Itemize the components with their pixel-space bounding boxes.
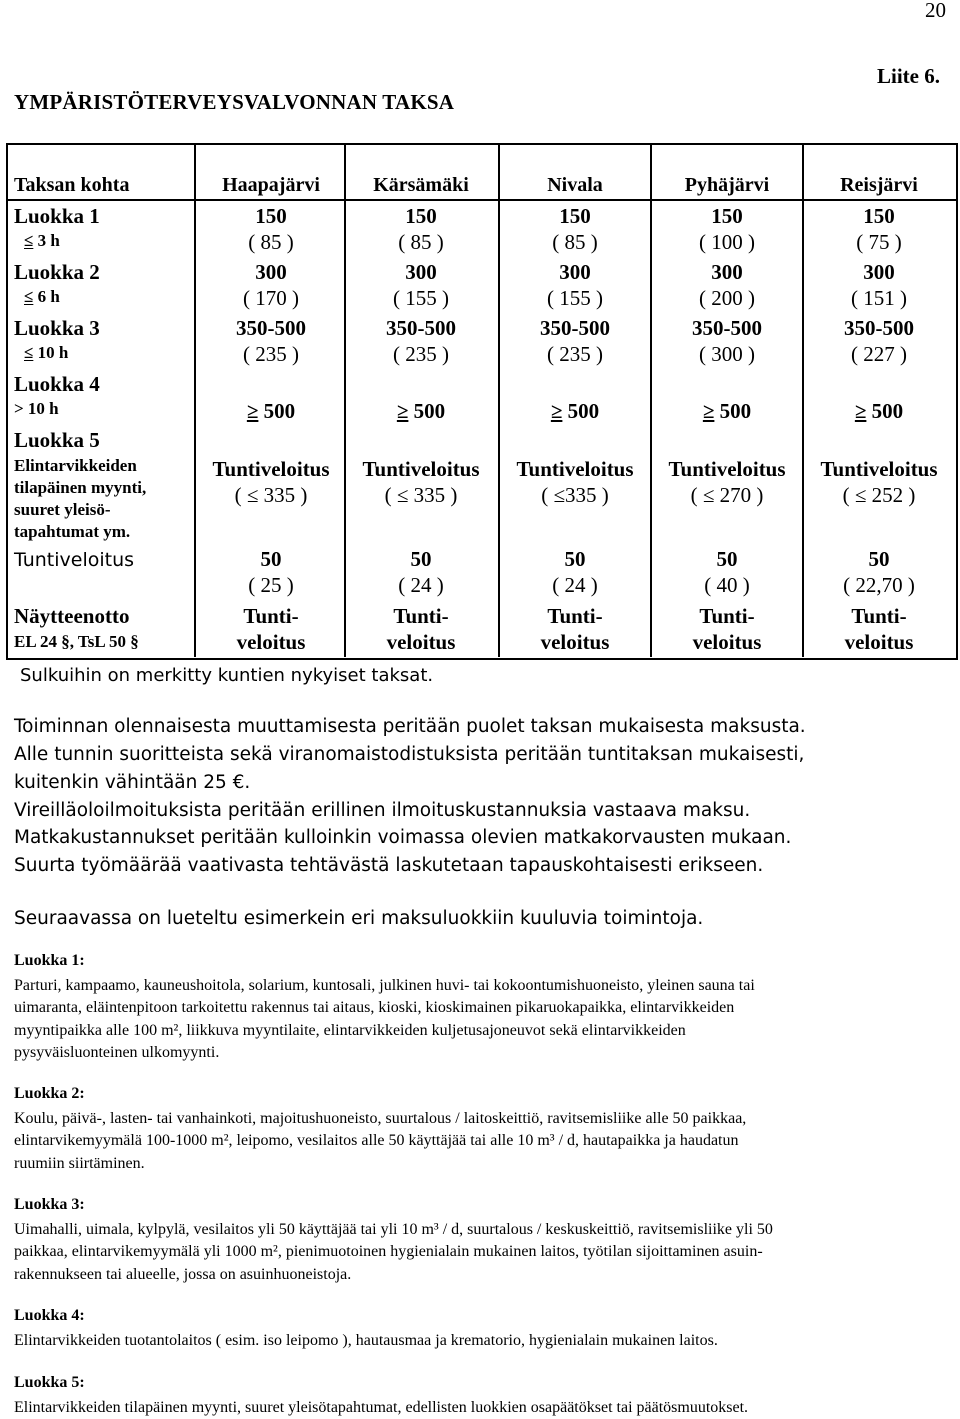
cell-value: 300 xyxy=(500,259,650,285)
paragraph: Vireilläoloilmoituksista peritään erillinen ilmoituskustannuksia vastaava maksu. xyxy=(14,797,750,825)
cell-value: 50 xyxy=(500,546,650,572)
class-4-block xyxy=(14,1305,944,1352)
table-cell xyxy=(346,315,496,367)
class-heading: Luokka 2: xyxy=(14,1083,944,1106)
cell-value: 150 xyxy=(652,203,802,229)
cell-secondary: veloitus xyxy=(652,629,802,655)
cell-secondary: ( 235 ) xyxy=(196,341,346,367)
row-sub-line: Elintarvikkeiden xyxy=(14,455,137,477)
cell-value: 300 xyxy=(346,259,496,285)
class-2-block xyxy=(14,1083,944,1175)
document-title: YMPÄRISTÖTERVEYSVALVONNAN TAKSA xyxy=(14,90,454,115)
table-cell xyxy=(196,456,346,508)
table-cell xyxy=(346,546,496,598)
header-taksan-kohta: Taksan kohta xyxy=(14,174,129,197)
cell-secondary: ( 235 ) xyxy=(500,341,650,367)
table-note: Sulkuihin on merkitty kuntien nykyiset taksat. xyxy=(20,665,433,686)
cell-secondary: ( ≤ 252 ) xyxy=(804,482,954,508)
table-cell xyxy=(804,203,954,255)
class-line: Koulu, päivä-, lasten- tai vanhainkoti, majoitushuoneisto, suurtalous / laitoskeittiö, ravitsemisliike alle 50 paikkaa, xyxy=(14,1108,944,1131)
cell-secondary: ( 200 ) xyxy=(652,285,802,311)
ge-symbol: ≥ xyxy=(397,398,409,424)
row-sub-text: 3 h xyxy=(38,231,60,250)
table-header-rule xyxy=(8,199,957,201)
cell-value: 50 xyxy=(804,546,954,572)
cell-value: 350-500 xyxy=(652,315,802,341)
table-cell xyxy=(196,315,346,367)
cell-secondary: veloitus xyxy=(196,629,346,655)
table-cell xyxy=(500,203,650,255)
cell-value: Tuntiveloitus xyxy=(804,456,954,482)
table-cell xyxy=(346,456,496,508)
class-line: pysyväisluonteinen ulkomyynti. xyxy=(14,1042,944,1065)
ge-symbol: ≥ xyxy=(247,398,259,424)
table-cell xyxy=(196,398,346,424)
table-cell xyxy=(804,315,954,367)
cell-secondary: ( ≤335 ) xyxy=(500,482,650,508)
le-symbol: ≤ xyxy=(24,342,33,364)
cell-value: 300 xyxy=(804,259,954,285)
table-cell xyxy=(500,546,650,598)
cell-secondary: ( ≤ 270 ) xyxy=(652,482,802,508)
class-line: myyntipaikka alle 100 m², liikkuva myyntilaite, elintarvikkeiden kuljetusajoneuvot sekä elintarvikkeiden xyxy=(14,1020,944,1043)
table-cell xyxy=(196,259,346,311)
class-line: uimaranta, eläintenpitoon tarkoitettu rakennus tai aitaus, kioski, kioskimainen pikaruokapaikka, elintarvikkeiden xyxy=(14,997,944,1020)
cell-value: 150 xyxy=(346,203,496,229)
table-cell xyxy=(500,456,650,508)
paragraph: Suurta työmäärää vaativasta tehtävästä laskutetaan tapauskohtaisesti erikseen. xyxy=(14,852,763,880)
class-line: rakennukseen tai alueelle, jossa on asuinhuoneistoja. xyxy=(14,1264,944,1287)
table-cell xyxy=(652,546,802,598)
row-sub-line: tilapäinen myynti, xyxy=(14,477,146,499)
cell-value: 350-500 xyxy=(346,315,496,341)
header-pyhajarvi: Pyhäjärvi xyxy=(652,174,802,197)
cell-secondary: ( 85 ) xyxy=(500,229,650,255)
cell-secondary: ( 40 ) xyxy=(652,572,802,598)
cell-secondary: ( 24 ) xyxy=(346,572,496,598)
cell-value: 50 xyxy=(196,546,346,572)
table-cell xyxy=(804,456,954,508)
table-cell xyxy=(196,203,346,255)
row-label: Luokka 1 xyxy=(14,205,100,228)
cell-secondary: ( 151 ) xyxy=(804,285,954,311)
class-line: elintarvikemyymälä 100-1000 m², leipomo, vesilaitos alle 50 käyttäjää tai alle 10 m³ / d, hautapaikka ja haudatun xyxy=(14,1130,944,1153)
le-symbol: ≤ xyxy=(24,230,33,252)
table-cell xyxy=(804,398,954,424)
row-sub-text: 10 h xyxy=(38,343,69,362)
row-label: Luokka 5 xyxy=(14,429,100,452)
table-cell xyxy=(346,603,496,655)
cell-secondary: ( 235 ) xyxy=(346,341,496,367)
cell-value: 300 xyxy=(652,259,802,285)
table-cell xyxy=(500,603,650,655)
table-cell xyxy=(652,203,802,255)
row-sub xyxy=(24,342,68,364)
table-cell xyxy=(346,203,496,255)
cell-value: 350-500 xyxy=(500,315,650,341)
class-heading: Luokka 3: xyxy=(14,1194,944,1217)
header-karsamaki: Kärsämäki xyxy=(346,174,496,197)
cell-value: Tuntiveloitus xyxy=(500,456,650,482)
class-heading: Luokka 4: xyxy=(14,1305,944,1328)
row-label: Tuntiveloitus xyxy=(14,549,134,572)
ge-symbol: ≥ xyxy=(703,398,715,424)
ge-symbol: ≥ xyxy=(551,398,563,424)
class-line: paikkaa, elintarvikemyymälä yli 1000 m², pienimuotoinen hygienialain mukainen laitos, työtilan sijoittaminen asuin- xyxy=(14,1241,944,1264)
cell-value: 500 xyxy=(720,399,752,423)
row-sub-text: 6 h xyxy=(38,287,60,306)
table-cell xyxy=(346,259,496,311)
table-cell xyxy=(500,259,650,311)
cell-secondary: ( 170 ) xyxy=(196,285,346,311)
class-heading: Luokka 1: xyxy=(14,950,944,973)
row-label: Luokka 3 xyxy=(14,317,100,340)
class-line: ruumiin siirtäminen. xyxy=(14,1153,944,1176)
table-cell xyxy=(652,315,802,367)
le-symbol: ≤ xyxy=(24,286,33,308)
cell-value: Tunti- xyxy=(346,603,496,629)
cell-secondary: veloitus xyxy=(500,629,650,655)
cell-secondary: ( 155 ) xyxy=(346,285,496,311)
cell-value: 50 xyxy=(652,546,802,572)
table-cell xyxy=(500,398,650,424)
appendix-label: Liite 6. xyxy=(877,64,940,89)
class-line: Elintarvikkeiden tilapäinen myynti, suuret yleisötapahtumat, edellisten luokkien osapäätökset tai päätösmuutokset. xyxy=(14,1397,944,1419)
class-line: Elintarvikkeiden tuotantolaitos ( esim. iso leipomo ), hautausmaa ja krematorio, hygienialain mukainen laitos. xyxy=(14,1330,944,1353)
row-sub-line: suuret yleisö- xyxy=(14,499,111,521)
paragraph: Matkakustannukset peritään kulloinkin voimassa olevien matkakorvausten mukaan. xyxy=(14,824,791,852)
cell-value: Tunti- xyxy=(500,603,650,629)
row-sub: > 10 h xyxy=(14,398,59,420)
cell-value: 500 xyxy=(414,399,446,423)
cell-secondary: ( 227 ) xyxy=(804,341,954,367)
cell-secondary: ( 25 ) xyxy=(196,572,346,598)
page-number: 20 xyxy=(925,0,946,23)
cell-value: 150 xyxy=(196,203,346,229)
table-cell xyxy=(652,398,802,424)
header-reisjarvi: Reisjärvi xyxy=(804,174,954,197)
cell-value: 50 xyxy=(346,546,496,572)
cell-value: Tunti- xyxy=(804,603,954,629)
table-cell xyxy=(804,603,954,655)
cell-value: 300 xyxy=(196,259,346,285)
cell-value: Tuntiveloitus xyxy=(652,456,802,482)
cell-value: 350-500 xyxy=(196,315,346,341)
cell-secondary: ( 85 ) xyxy=(346,229,496,255)
class-heading: Luokka 5: xyxy=(14,1372,944,1395)
header-nivala: Nivala xyxy=(500,174,650,197)
cell-value: 350-500 xyxy=(804,315,954,341)
class-3-block xyxy=(14,1194,944,1286)
table-cell xyxy=(346,398,496,424)
cell-value: Tunti- xyxy=(652,603,802,629)
cell-value: 150 xyxy=(500,203,650,229)
cell-secondary: ( ≤ 335 ) xyxy=(346,482,496,508)
row-sub xyxy=(24,286,60,308)
row-sub xyxy=(24,230,60,252)
cell-secondary: ( 100 ) xyxy=(652,229,802,255)
table-cell xyxy=(804,546,954,598)
table-cell xyxy=(196,546,346,598)
cell-value: 500 xyxy=(872,399,904,423)
class-line: Parturi, kampaamo, kauneushoitola, solarium, kuntosali, julkinen huvi- tai kokoontumishuoneisto, yleinen sauna tai xyxy=(14,975,944,998)
ge-symbol: ≥ xyxy=(855,398,867,424)
paragraph: Toiminnan olennaisesta muuttamisesta peritään puolet taksan mukaisesta maksusta. xyxy=(14,713,806,741)
paragraph: Alle tunnin suoritteista sekä viranomaistodistuksista peritään tuntitaksan mukaisesti, xyxy=(14,741,804,769)
table-cell xyxy=(652,259,802,311)
paragraph: kuitenkin vähintään 25 €. xyxy=(14,769,250,797)
row-label: Luokka 2 xyxy=(14,261,100,284)
table-cell xyxy=(652,603,802,655)
class-1-block xyxy=(14,950,944,1065)
table-cell xyxy=(196,603,346,655)
cell-secondary: ( ≤ 335 ) xyxy=(196,482,346,508)
cell-value: 500 xyxy=(264,399,296,423)
table-cell xyxy=(652,456,802,508)
cell-value: Tuntiveloitus xyxy=(346,456,496,482)
cell-value: 500 xyxy=(568,399,600,423)
cell-secondary: ( 22,70 ) xyxy=(804,572,954,598)
class-5-block xyxy=(14,1372,944,1419)
row-label: Luokka 4 xyxy=(14,373,100,396)
row-label: Näytteenotto xyxy=(14,605,129,628)
cell-secondary: ( 85 ) xyxy=(196,229,346,255)
cell-secondary: veloitus xyxy=(804,629,954,655)
cell-secondary: ( 24 ) xyxy=(500,572,650,598)
cell-secondary: veloitus xyxy=(346,629,496,655)
examples-intro: Seuraavassa on lueteltu esimerkein eri maksuluokkiin kuuluvia toimintoja. xyxy=(14,905,703,933)
cell-secondary: ( 300 ) xyxy=(652,341,802,367)
cell-value: 150 xyxy=(804,203,954,229)
cell-secondary: ( 75 ) xyxy=(804,229,954,255)
cell-secondary: ( 155 ) xyxy=(500,285,650,311)
row-sub: EL 24 §, TsL 50 § xyxy=(14,631,139,653)
class-line: Uimahalli, uimala, kylpylä, vesilaitos yli 50 käyttäjää tai yli 10 m³ / d, suurtalous / keskuskeittiö, ravitsemisliike yli 50 xyxy=(14,1219,944,1242)
table-cell xyxy=(804,259,954,311)
table-cell xyxy=(500,315,650,367)
row-sub-line: tapahtumat ym. xyxy=(14,521,130,543)
cell-value: Tunti- xyxy=(196,603,346,629)
header-haapajarvi: Haapajärvi xyxy=(196,174,346,197)
cell-value: Tuntiveloitus xyxy=(196,456,346,482)
